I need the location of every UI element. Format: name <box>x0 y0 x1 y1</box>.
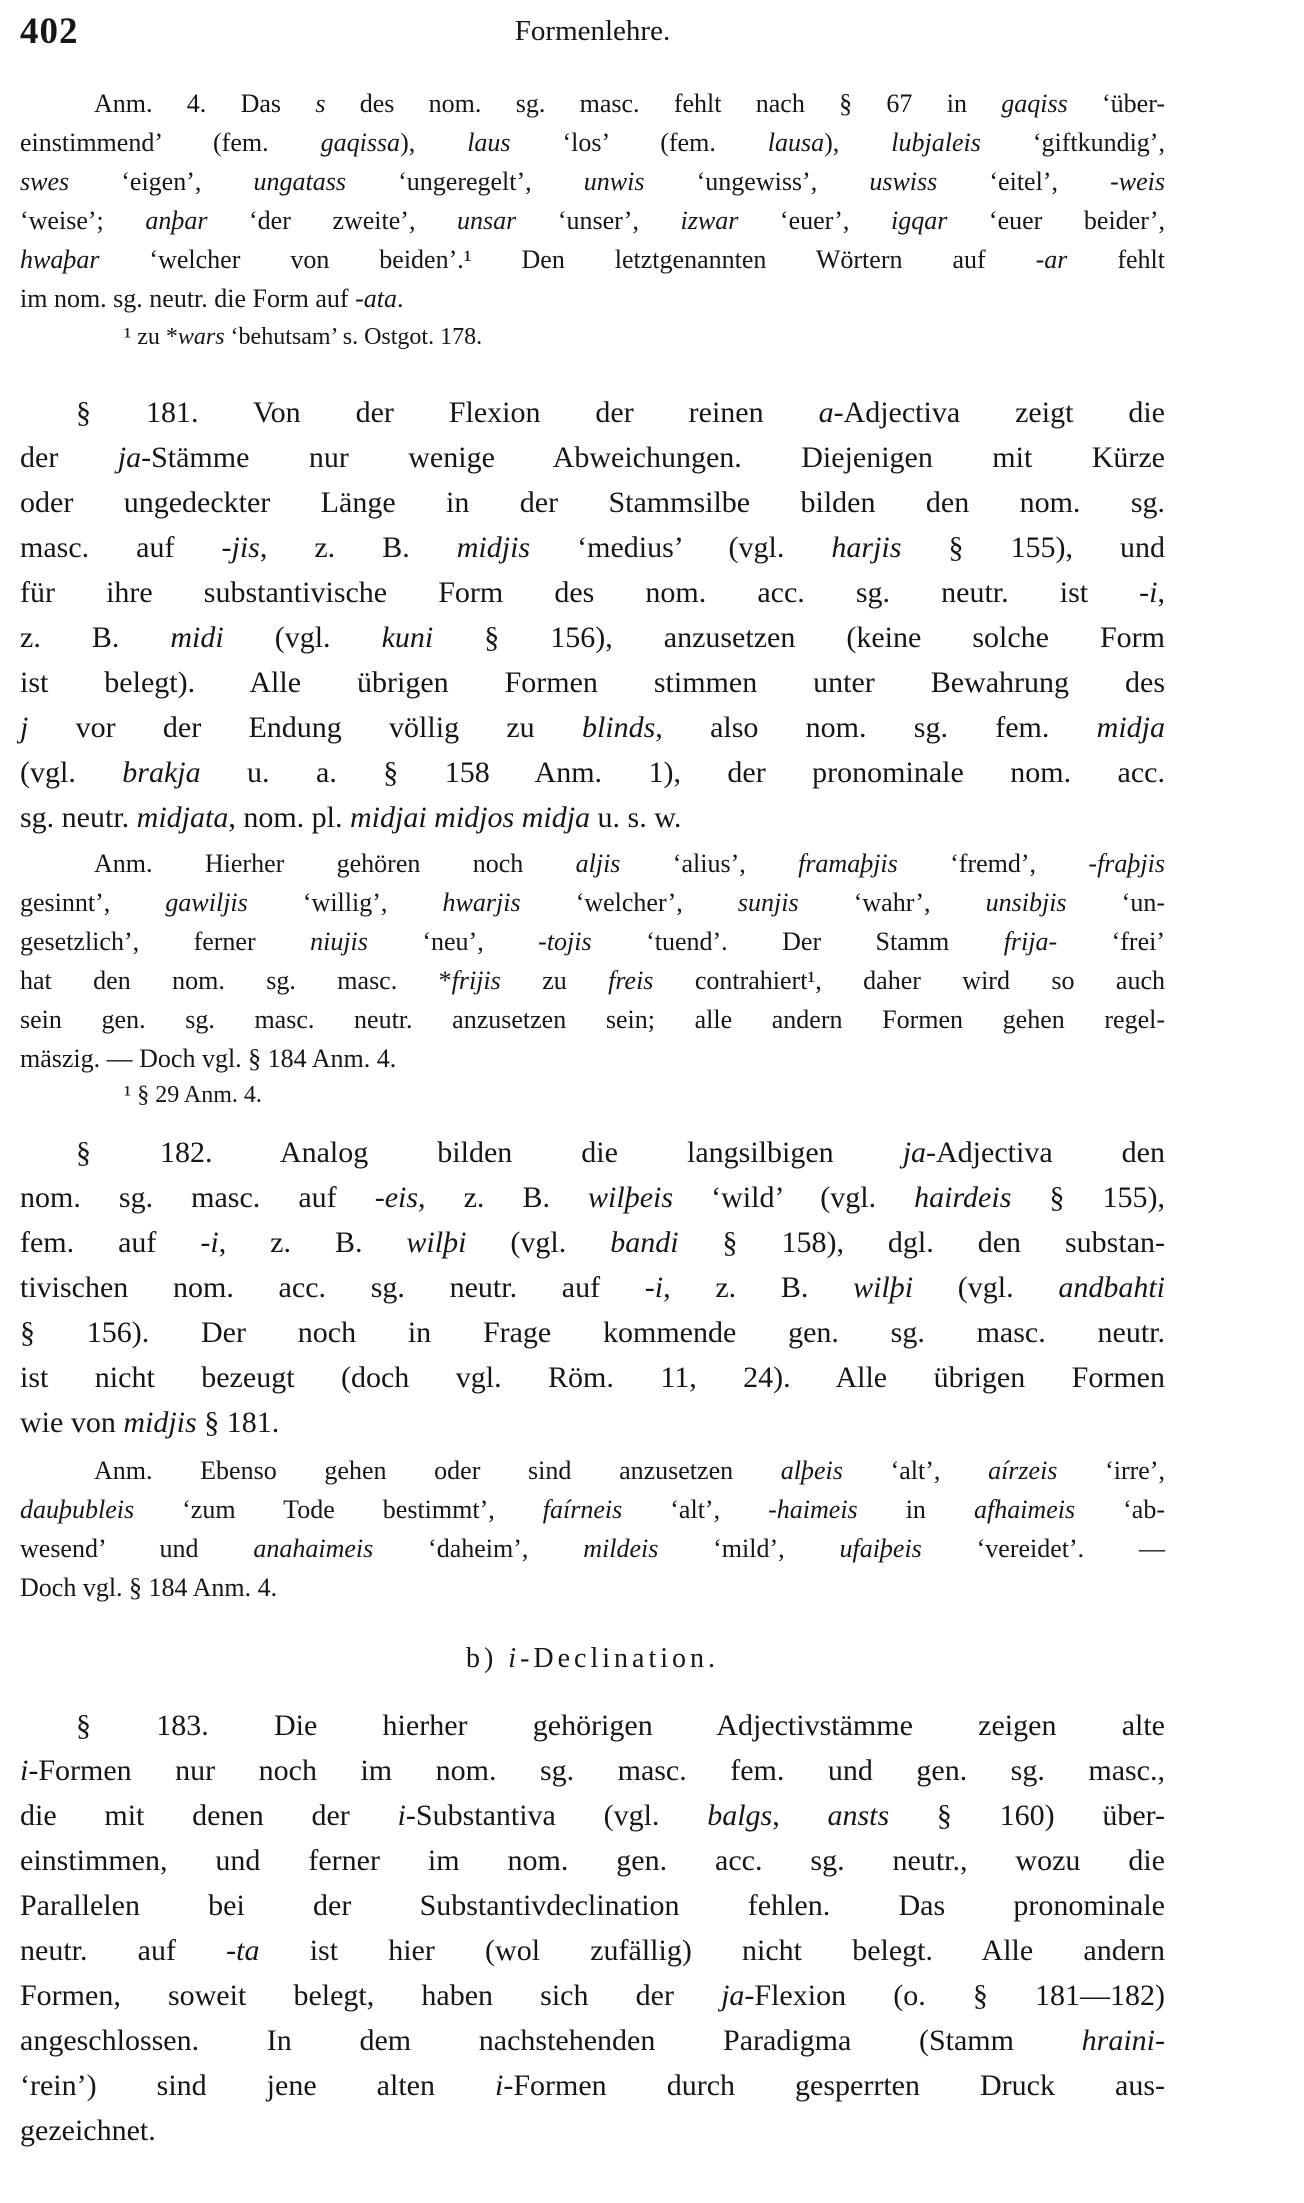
gothic-word: midja <box>1096 711 1165 744</box>
gothic-word: -ata <box>355 284 397 313</box>
gothic-word: mildeis <box>583 1534 659 1563</box>
gothic-word: frijis <box>451 966 501 995</box>
gothic-word: hairdeis <box>914 1181 1012 1214</box>
text-line <box>20 1265 1165 1310</box>
gothic-word: hwarjis <box>442 888 521 917</box>
text-line <box>20 922 1165 961</box>
text-segment: ‘über- <box>1067 89 1165 118</box>
gothic-word: blinds <box>581 711 656 744</box>
text-segment: einstimmen, und ferner im nom. gen. acc. sg. neutr., wozu die <box>20 1844 1165 1877</box>
text-segment: § 181. Von der Flexion der reinen <box>76 396 819 429</box>
text-segment: , z. B. <box>663 1271 854 1304</box>
gothic-word: -ar <box>1035 245 1068 274</box>
text-segment: der <box>20 441 118 474</box>
paragraph-anm-181 <box>20 844 1165 1078</box>
text-line <box>20 201 1165 240</box>
text-line <box>20 795 1165 840</box>
text-segment: ‘ungewiss’, <box>644 167 870 196</box>
text-segment: Anm. Hierher gehören noch <box>94 849 576 878</box>
text-segment: wesend’ und <box>20 1534 254 1563</box>
text-line <box>20 615 1165 660</box>
gothic-word: afhaimeis <box>973 1495 1076 1524</box>
text-segment: § 182. Analog bilden die langsilbigen <box>76 1136 903 1169</box>
text-line <box>20 1130 1165 1175</box>
gothic-word: -i <box>644 1271 664 1304</box>
gothic-word: midjai midjos midja <box>350 801 591 834</box>
text-segment: für ihre substantivische Form des nom. acc. sg. neutr. ist <box>20 576 1140 609</box>
text-segment: angeschlossen. In dem nachstehenden Paradigma (Stamm <box>20 2024 1082 2057</box>
text-segment: -Declination. <box>520 1643 720 1674</box>
text-segment: nom. sg. masc. auf <box>20 1181 375 1214</box>
gothic-word: frija- <box>1003 927 1058 956</box>
text-segment: § 156), anzusetzen (keine solche Form <box>433 621 1165 654</box>
text-line <box>20 390 1165 435</box>
gothic-word: -fraþjis <box>1088 849 1165 878</box>
gothic-word: swes <box>20 167 70 196</box>
text-segment: gezeichnet. <box>20 2114 156 2147</box>
text-line <box>20 660 1165 705</box>
text-segment: § 155), <box>1011 1181 1165 1214</box>
gothic-word: wilþi <box>853 1271 914 1304</box>
text-segment: ‘wahr’, <box>798 888 986 917</box>
text-segment: einstimmend’ (fem. <box>20 128 321 157</box>
text-line <box>20 1703 1165 1748</box>
gothic-word: -tojis <box>538 927 592 956</box>
gothic-word: wilþeis <box>588 1181 674 1214</box>
text-line <box>20 480 1165 525</box>
gothic-word: anþar <box>145 206 208 235</box>
text-segment: ‘un- <box>1066 888 1165 917</box>
text-segment: , nom. pl. <box>228 801 351 834</box>
gothic-word: unsibjis <box>985 888 1067 917</box>
text-segment: ‘alt’, <box>622 1495 769 1524</box>
text-segment: ), <box>400 128 468 157</box>
gothic-word: wilþi <box>406 1226 467 1259</box>
gothic-word: andbahti <box>1058 1271 1166 1304</box>
text-segment: ‘euer’, <box>738 206 892 235</box>
text-segment: ‘behutsam’ s. Ostgot. 178. <box>224 324 483 350</box>
text-segment: sein gen. sg. masc. neutr. anzusetzen sein; alle andern Formen gehen regel- <box>20 1005 1165 1034</box>
text-segment: b) <box>465 1643 509 1674</box>
text-segment: ‘welcher von beiden’.¹ Den letztgenannten Wörtern auf <box>99 245 1036 274</box>
text-segment: die mit denen der <box>20 1799 398 1832</box>
text-segment: gesinnt’, <box>20 888 166 917</box>
gothic-word: -weis <box>1110 167 1165 196</box>
text-line <box>20 1748 1165 1793</box>
text-segment: ‘alt’, <box>842 1456 989 1485</box>
text-segment: § 181. <box>196 1406 280 1439</box>
gothic-word: gawiljis <box>165 888 248 917</box>
text-segment: -Stämme nur wenige Abweichungen. Diejenigen mit Kürze <box>141 441 1166 474</box>
text-line <box>20 123 1165 162</box>
text-segment: ‘neu’, <box>367 927 539 956</box>
gothic-word: midjata <box>136 801 229 834</box>
text-line <box>20 240 1165 279</box>
text-segment: ‘willig’, <box>247 888 443 917</box>
text-line <box>20 162 1165 201</box>
text-line <box>20 2063 1165 2108</box>
gothic-word: midjis <box>123 1406 197 1439</box>
text-segment: ‘giftkundig’, <box>980 128 1165 157</box>
gothic-word: faírneis <box>542 1495 623 1524</box>
gothic-word: hwaþar <box>20 245 100 274</box>
gothic-word: ja <box>902 1136 927 1169</box>
text-segment: § 156). Der noch in Frage kommende gen. sg. masc. neutr. <box>20 1316 1165 1349</box>
text-line <box>20 1641 1165 1677</box>
text-segment: zu <box>500 966 609 995</box>
text-line <box>20 84 1165 123</box>
text-segment: ‘tuend’. Der Stamm <box>591 927 1004 956</box>
gothic-word: i <box>397 1799 406 1832</box>
gothic-word: izwar <box>680 206 739 235</box>
text-segment: , z. B. <box>418 1181 589 1214</box>
gothic-word: framaþjis <box>798 849 898 878</box>
paragraph-182 <box>20 1130 1165 1445</box>
text-segment: -Flexion (o. § 181—182) <box>744 1979 1165 2012</box>
text-segment: oder ungedeckter Länge in der Stammsilbe bilden den nom. sg. <box>20 486 1165 519</box>
paragraph-181 <box>20 390 1165 840</box>
gothic-word: aljis <box>575 849 621 878</box>
text-segment: gesetzlich’, ferner <box>20 927 311 956</box>
text-line <box>124 322 1165 352</box>
text-segment: ‘vereidet’. — <box>921 1534 1165 1563</box>
gothic-word: niujis <box>310 927 368 956</box>
gothic-word: hraini- <box>1081 2024 1165 2057</box>
gothic-word: gaqiss <box>1001 89 1068 118</box>
text-line <box>20 435 1165 480</box>
gothic-word: -ta <box>226 1934 260 1967</box>
gothic-word: harjis <box>831 531 902 564</box>
text-line <box>20 1310 1165 1355</box>
text-segment: (vgl. <box>223 621 382 654</box>
text-segment: Formen, soweit belegt, haben sich der <box>20 1979 722 2012</box>
text-segment: ‘irre’, <box>1057 1456 1165 1485</box>
text-segment: u. a. § 158 Anm. 1), der pronominale nom. acc. <box>200 756 1165 789</box>
text-segment: (vgl. <box>466 1226 611 1259</box>
text-segment: ‘alius’, <box>620 849 799 878</box>
gothic-word: -eis <box>374 1181 419 1214</box>
text-segment: Anm. Ebenso gehen oder sind anzusetzen <box>94 1456 781 1485</box>
text-segment: contrahiert¹, daher wird so auch <box>653 966 1165 995</box>
text-line <box>20 883 1165 922</box>
gothic-word: balgs <box>707 1799 773 1832</box>
text-line <box>20 1928 1165 1973</box>
text-segment: , z. B. <box>259 531 457 564</box>
text-segment: ‘zum Tode bestimmt’, <box>134 1495 543 1524</box>
gothic-word: gaqissa <box>320 128 401 157</box>
gothic-word: -haimeis <box>768 1495 858 1524</box>
text-segment: , <box>772 1799 828 1832</box>
gothic-word: ja <box>721 1979 745 2012</box>
text-segment: des nom. sg. masc. fehlt nach § 67 in <box>325 89 1002 118</box>
text-line <box>20 2108 1165 2153</box>
text-segment: vor der Endung völlig zu <box>28 711 582 744</box>
text-segment: ), <box>824 128 892 157</box>
text-line <box>20 1175 1165 1220</box>
text-segment: ist hier (wol zufällig) nicht belegt. Alle andern <box>259 1934 1165 1967</box>
text-segment: in <box>857 1495 974 1524</box>
text-line <box>20 705 1165 750</box>
text-segment: -Adjectiva den <box>926 1136 1165 1169</box>
text-segment: Doch vgl. § 184 Anm. 4. <box>20 1573 278 1602</box>
text-segment: -Formen durch gesperrten Druck aus- <box>503 2069 1165 2102</box>
text-line <box>20 961 1165 1000</box>
gothic-word: freis <box>608 966 654 995</box>
text-segment: ‘euer beider’, <box>947 206 1165 235</box>
text-line <box>20 1451 1165 1490</box>
text-segment: § 155), und <box>901 531 1165 564</box>
text-segment: wie von <box>20 1406 124 1439</box>
text-segment: ‘daheim’, <box>373 1534 584 1563</box>
text-segment: ‘fremd’, <box>897 849 1089 878</box>
section-heading-i-declination <box>20 1641 1165 1677</box>
text-segment: ‘ab- <box>1075 1495 1165 1524</box>
text-line <box>20 279 1165 318</box>
text-line <box>20 750 1165 795</box>
text-line <box>20 1793 1165 1838</box>
gothic-word: s <box>315 89 326 118</box>
text-segment: ‘eitel’, <box>937 167 1111 196</box>
text-segment: neutr. auf <box>20 1934 227 1967</box>
text-segment: masc. auf <box>20 531 222 564</box>
gothic-word: -i <box>1139 576 1158 609</box>
gothic-word: wars <box>177 324 225 350</box>
text-segment: tivischen nom. acc. sg. neutr. auf <box>20 1271 645 1304</box>
gothic-word: laus <box>467 128 511 157</box>
text-segment: Anm. 4. Das <box>94 89 316 118</box>
gothic-word: anahaimeis <box>253 1534 374 1563</box>
text-line <box>20 1490 1165 1529</box>
page-number: 402 <box>20 11 79 52</box>
gothic-word: ungatass <box>253 167 346 196</box>
text-segment: -Formen nur noch im nom. sg. masc. fem. und gen. sg. masc., <box>28 1754 1165 1787</box>
text-segment: § 158), dgl. den substan- <box>678 1226 1165 1259</box>
text-line <box>20 1838 1165 1883</box>
text-line <box>20 1039 1165 1078</box>
gothic-word: i <box>495 2069 504 2102</box>
gothic-word: j <box>20 711 29 744</box>
text-segment: im nom. sg. neutr. die Form auf <box>20 284 356 313</box>
gothic-word: midi <box>170 621 224 654</box>
text-line <box>20 1355 1165 1400</box>
gothic-word: kuni <box>381 621 434 654</box>
gothic-word: sunjis <box>737 888 799 917</box>
text-segment: sg. neutr. <box>20 801 137 834</box>
text-segment: mäszig. — Doch vgl. § 184 Anm. 4. <box>20 1044 397 1073</box>
gothic-word: ufaiþeis <box>839 1534 922 1563</box>
gothic-word: igqar <box>891 206 948 235</box>
text-line <box>20 1220 1165 1265</box>
text-segment: ‘rein’) sind jene alten <box>20 2069 496 2102</box>
running-title: Formenlehre. <box>514 15 671 47</box>
footnote-1 <box>124 322 1165 352</box>
gothic-word: -jis <box>221 531 260 564</box>
text-line <box>20 1883 1165 1928</box>
text-line <box>20 1000 1165 1039</box>
text-line <box>20 2018 1165 2063</box>
text-segment: ‘medius’ (vgl. <box>530 531 832 564</box>
text-line <box>20 1529 1165 1568</box>
paragraph-anm-182 <box>20 1451 1165 1607</box>
gothic-word: ansts <box>827 1799 890 1832</box>
gothic-word: i <box>508 1643 521 1674</box>
text-segment: (vgl. <box>913 1271 1059 1304</box>
gothic-word: dauþubleis <box>20 1495 135 1524</box>
text-line <box>20 844 1165 883</box>
text-segment: fehlt <box>1067 245 1165 274</box>
paragraph-183 <box>20 1703 1165 2153</box>
paragraph-anm-4 <box>20 84 1165 318</box>
gothic-word: aírzeis <box>988 1456 1058 1485</box>
gothic-word: brakja <box>122 756 201 789</box>
text-segment: ‘welcher’, <box>520 888 738 917</box>
text-segment: ¹ § 29 Anm. 4. <box>124 1082 262 1108</box>
gothic-word: alþeis <box>780 1456 843 1485</box>
text-line <box>20 1400 1165 1445</box>
gothic-word: ja <box>117 441 142 474</box>
gothic-word: midjis <box>456 531 531 564</box>
text-segment: ist nicht bezeugt (doch vgl. Röm. 11, 24). Alle übrigen Formen <box>20 1361 1165 1394</box>
text-line <box>20 1973 1165 2018</box>
text-segment: § 160) über- <box>889 1799 1166 1832</box>
text-segment: u. s. w. <box>590 801 682 834</box>
page-header <box>20 10 1165 54</box>
text-segment: hat den nom. sg. masc. * <box>20 966 452 995</box>
text-segment: § 183. Die hierher gehörigen Adjectivstämme zeigen alte <box>76 1709 1165 1742</box>
text-segment: ‘wild’ (vgl. <box>673 1181 915 1214</box>
text-segment: fem. auf <box>20 1226 201 1259</box>
text-segment: ‘eigen’, <box>69 167 254 196</box>
text-segment: -Substantiva (vgl. <box>405 1799 708 1832</box>
gothic-word: -i <box>200 1226 219 1259</box>
text-segment: ¹ zu * <box>124 324 178 350</box>
footnote-2 <box>124 1080 1165 1110</box>
text-line <box>124 1080 1165 1110</box>
text-segment: ‘ungeregelt’, <box>345 167 584 196</box>
text-segment: ‘weise’; <box>20 206 146 235</box>
gothic-word: a <box>818 396 834 429</box>
text-line <box>20 1568 1165 1607</box>
text-segment: , <box>1157 576 1165 609</box>
text-segment: ‘los’ (fem. <box>510 128 768 157</box>
gothic-word: unsar <box>457 206 517 235</box>
text-segment: (vgl. <box>20 756 123 789</box>
text-segment: ‘unser’, <box>516 206 681 235</box>
text-segment: z. B. <box>20 621 171 654</box>
text-segment: ‘frei’ <box>1057 927 1165 956</box>
text-segment: , z. B. <box>218 1226 407 1259</box>
text-line <box>20 570 1165 615</box>
text-line <box>20 525 1165 570</box>
gothic-word: uswiss <box>869 167 938 196</box>
text-segment: . <box>396 284 404 313</box>
text-segment: , also nom. sg. fem. <box>655 711 1097 744</box>
text-segment: Parallelen bei der Substantivdeclination fehlen. Das pronominale <box>20 1889 1165 1922</box>
gothic-word: lausa <box>767 128 825 157</box>
text-segment: ‘mild’, <box>658 1534 840 1563</box>
gothic-word: lubjaleis <box>891 128 981 157</box>
text-segment: ist belegt). Alle übrigen Formen stimmen unter Bewahrung des <box>20 666 1165 699</box>
text-segment: ‘der zweite’, <box>207 206 458 235</box>
gothic-word: unwis <box>583 167 645 196</box>
gothic-word: bandi <box>610 1226 679 1259</box>
text-segment: -Adjectiva zeigt die <box>833 396 1165 429</box>
gothic-word: i <box>20 1754 29 1787</box>
